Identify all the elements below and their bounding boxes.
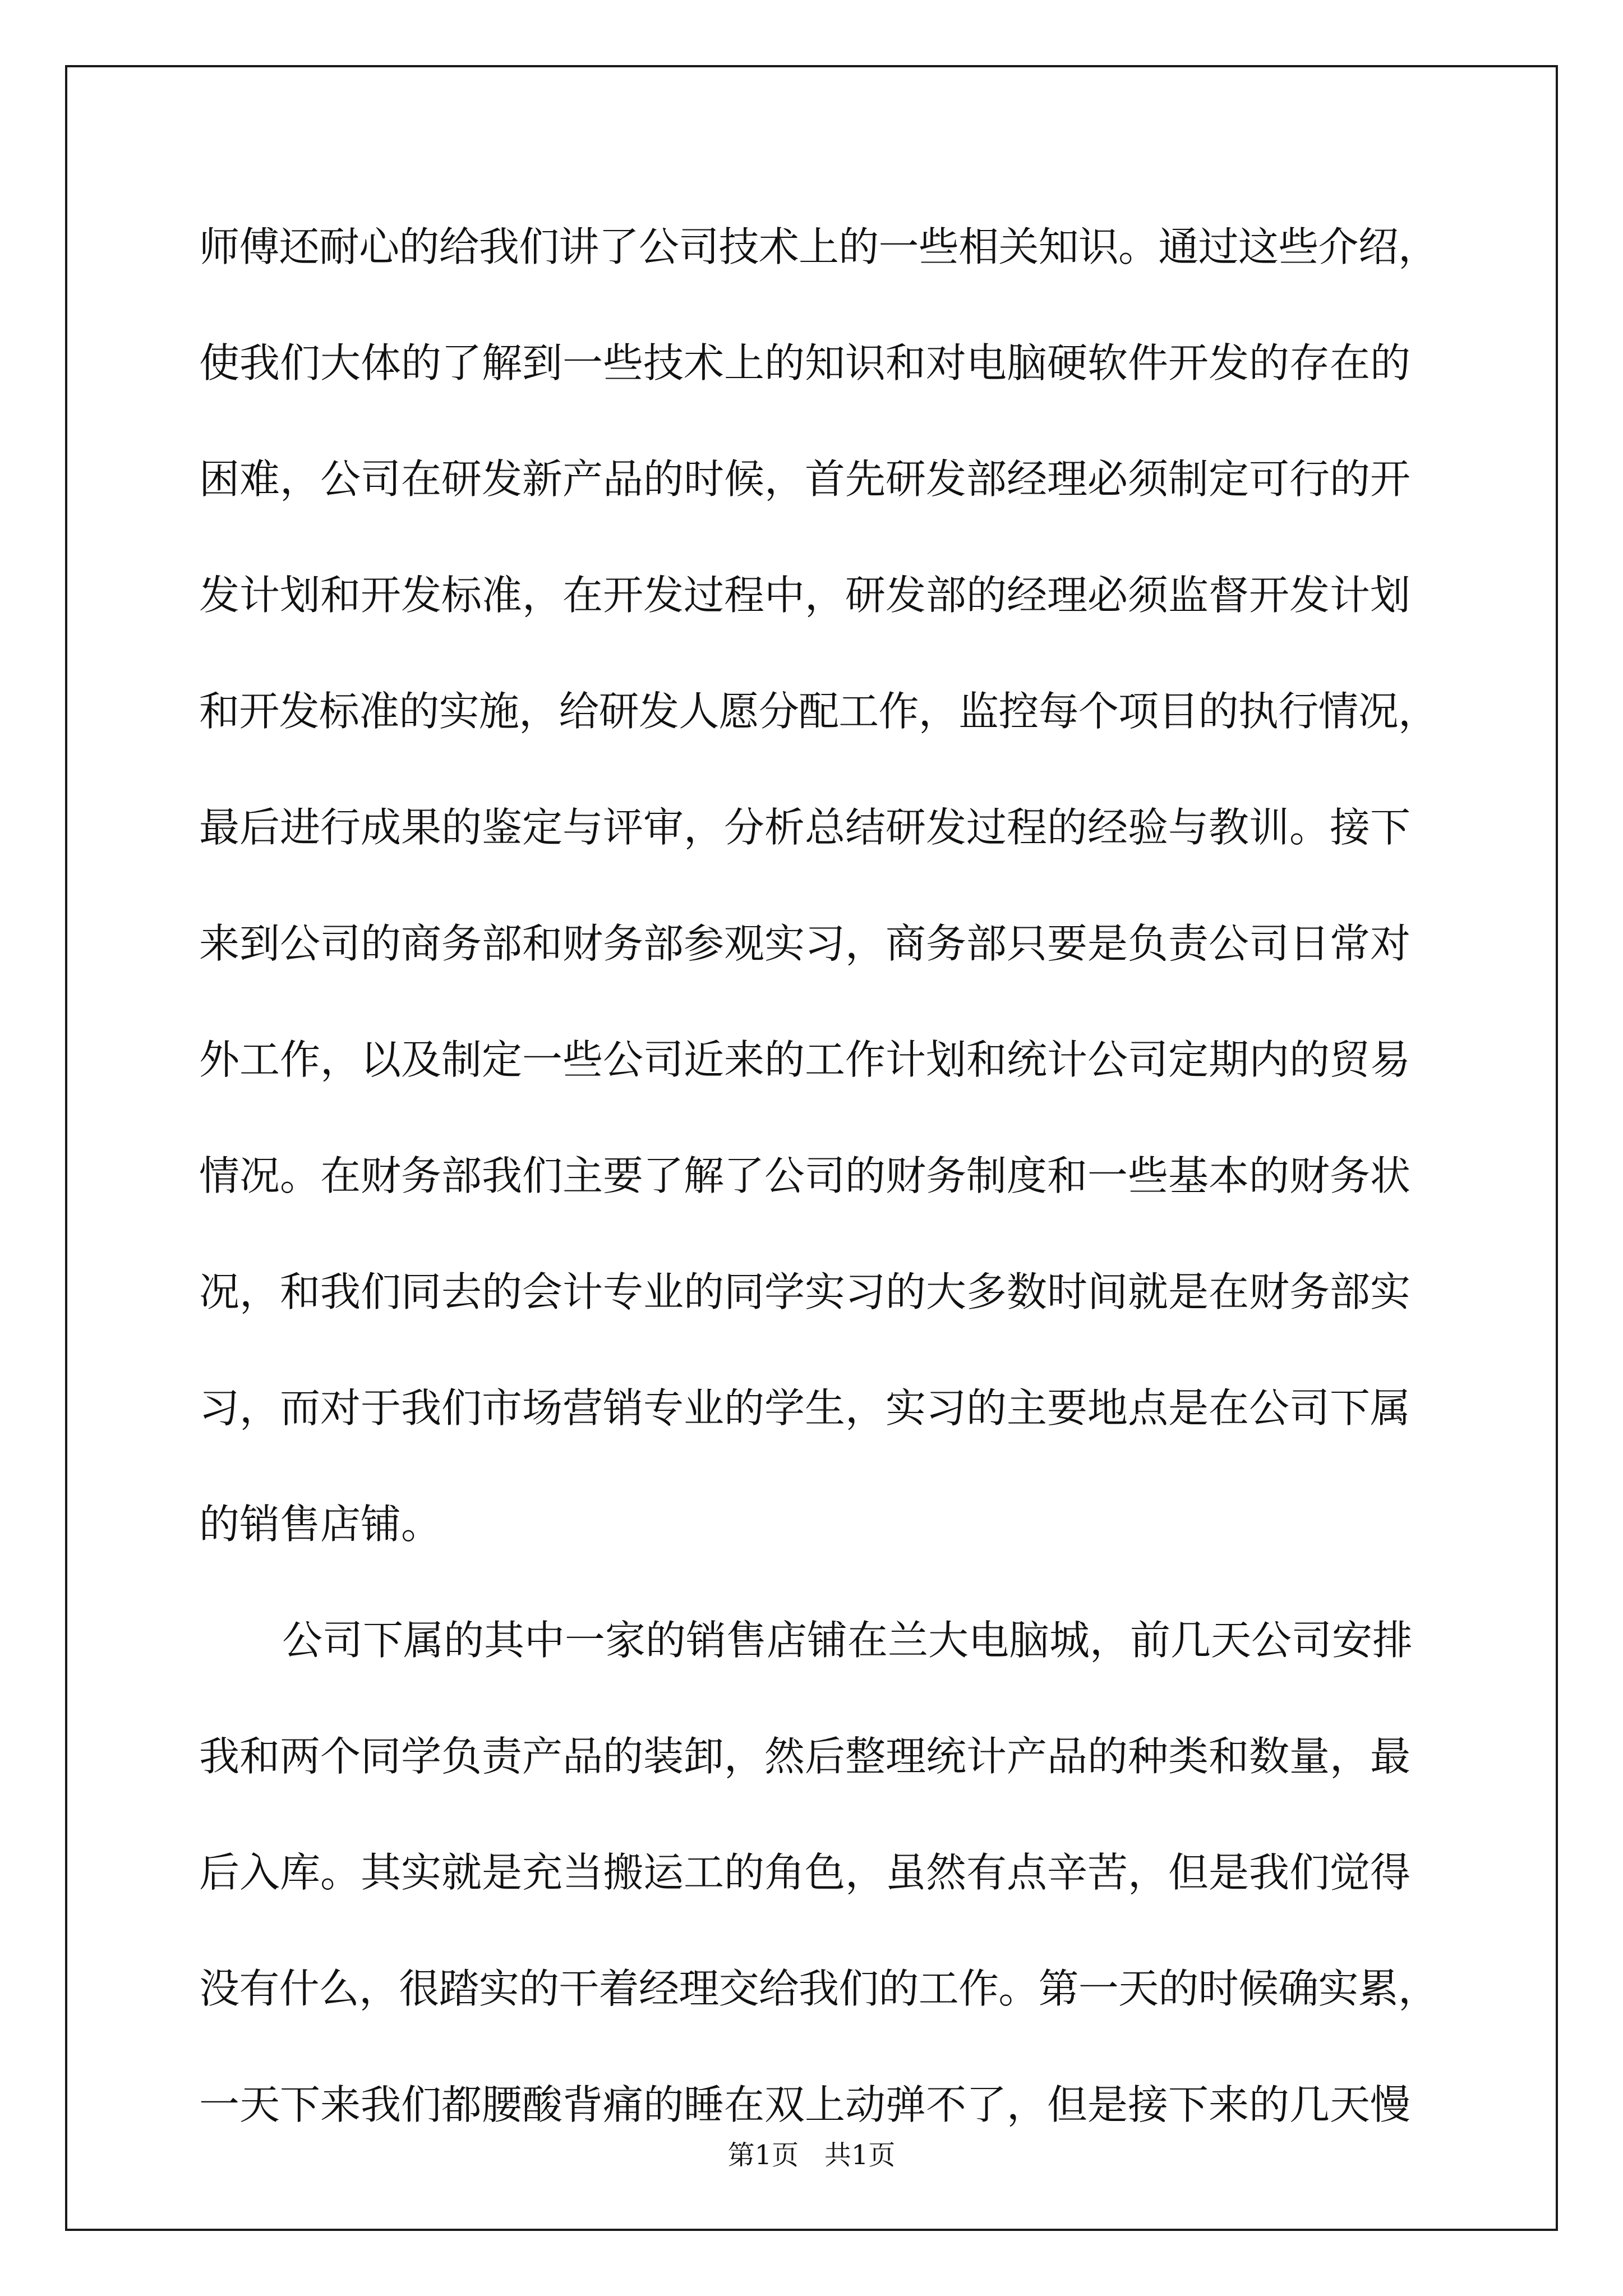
body-text-line: 的销售店铺。 bbox=[199, 1501, 442, 1548]
body-text-line: 没有什么，很踏实的干着经理交给我们的工作。第一天的时候确实累， bbox=[199, 1965, 1438, 2012]
paragraph-first-line: 公司下属的其中一家的销售店铺在兰大电脑城，前几天公司安排 bbox=[282, 1617, 1413, 1664]
body-text-line: 一天下来我们都腰酸背痛的睡在双上动弹不了，但是接下来的几天慢 bbox=[199, 2081, 1411, 2128]
body-text-line: 后入库。其实就是充当搬运工的角色，虽然有点辛苦，但是我们觉得 bbox=[199, 1849, 1411, 1896]
body-text-line: 况，和我们同去的会计专业的同学实习的大多数时间就是在财务部实 bbox=[199, 1268, 1411, 1315]
body-text-line: 外工作，以及制定一些公司近来的工作计划和统计公司定期内的贸易 bbox=[199, 1036, 1411, 1083]
body-text-line: 习，而对于我们市场营销专业的学生，实习的主要地点是在公司下属 bbox=[199, 1384, 1411, 1432]
body-text-line: 师傅还耐心的给我们讲了公司技术上的一些相关知识。通过这些介绍， bbox=[199, 223, 1438, 270]
body-text-line: 最后进行成果的鉴定与评审，分析总结研发过程的经验与教训。接下 bbox=[199, 804, 1411, 851]
body-text-line: 情况。在财务部我们主要了解了公司的财务制度和一些基本的财务状 bbox=[199, 1152, 1411, 1199]
body-text-line: 来到公司的商务部和财务部参观实习，商务部只要是负责公司日常对 bbox=[199, 920, 1411, 967]
page-border bbox=[65, 65, 1558, 2231]
body-text-line: 我和两个同学负责产品的装卸，然后整理统计产品的种类和数量，最 bbox=[199, 1733, 1411, 1780]
body-text-line: 和开发标准的实施，给研发人愿分配工作，监控每个项目的执行情况， bbox=[199, 688, 1438, 735]
body-text-line: 困难，公司在研发新产品的时候，首先研发部经理必须制定可行的开 bbox=[199, 455, 1411, 503]
page-number-footer: 第1页 共1页 bbox=[727, 2139, 896, 2171]
body-text-line: 发计划和开发标准，在开发过程中，研发部的经理必须监督开发计划 bbox=[199, 572, 1411, 619]
body-text-line: 使我们大体的了解到一些技术上的知识和对电脑硬软件开发的存在的 bbox=[199, 339, 1411, 386]
